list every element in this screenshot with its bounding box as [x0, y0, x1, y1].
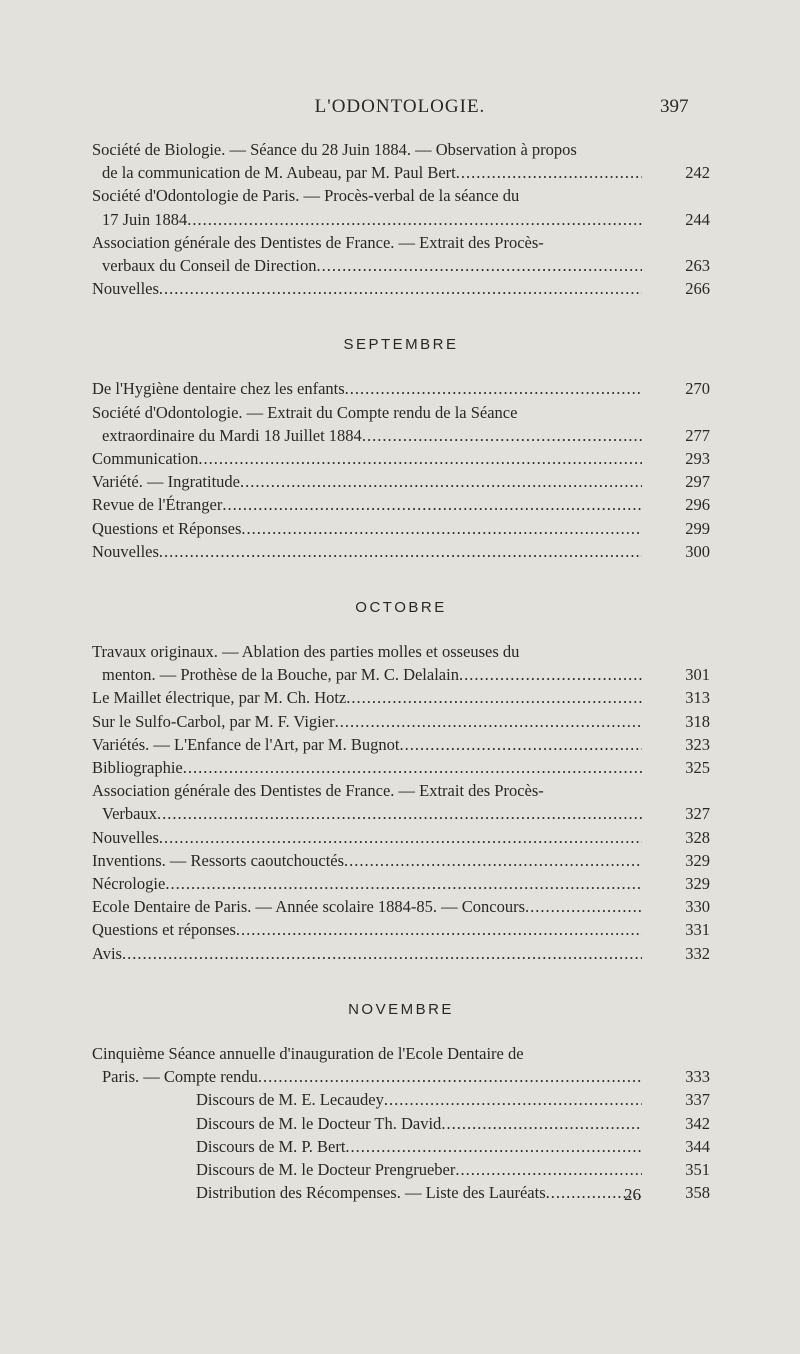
- dot-leader: [525, 895, 642, 918]
- toc-entry: [92, 138, 710, 184]
- entry-leader-line: [92, 493, 710, 516]
- entry-leader-line: [92, 1181, 710, 1204]
- entry-page-number: 333: [685, 1067, 710, 1087]
- dot-leader: [345, 377, 642, 400]
- entry-page-number: 296: [685, 495, 710, 515]
- toc-entry: [92, 733, 710, 756]
- entry-page-number: 330: [685, 897, 710, 917]
- entry-title-line: Questions et réponses: [92, 920, 236, 940]
- entry-title-line: Discours de M. le Docteur Th. David: [196, 1113, 442, 1133]
- entry-title-line: Discours de M. le Docteur Prengrueber: [196, 1159, 456, 1179]
- entry-page-number: 329: [685, 850, 710, 870]
- section-heading: OCTOBRE: [355, 599, 447, 617]
- entry-title-line: Communication: [92, 449, 199, 469]
- toc-entry: [92, 447, 710, 470]
- entry-page-number: 327: [685, 804, 710, 824]
- entry-title-line: de la communication de M. Aubeau, par M. Paul Bert: [102, 163, 456, 183]
- entry-leader-line: [92, 1088, 710, 1111]
- toc-entry: [92, 493, 710, 516]
- entry-page-number: 263: [685, 256, 710, 276]
- entry-leader-line: [92, 424, 710, 447]
- toc-entry: [92, 1042, 710, 1088]
- toc-entry: [92, 517, 710, 540]
- entry-title-line: menton. — Prothèse de la Bouche, par M. C. Delalain: [102, 665, 459, 685]
- entry-page-number: 328: [685, 827, 710, 847]
- entry-page-number: 299: [685, 518, 710, 538]
- entry-title-line: Le Maillet électrique, par M. Ch. Hotz: [92, 688, 347, 708]
- entry-leader-line: [92, 470, 710, 493]
- entry-title-line: Sur le Sulfo-Carbol, par M. F. Vigier: [92, 711, 335, 731]
- dot-leader: [384, 1088, 642, 1111]
- toc-entry: [92, 1158, 710, 1181]
- entry-leader-line: [92, 802, 710, 825]
- toc-entry: [92, 895, 710, 918]
- section-heading: NOVEMBRE: [348, 1000, 454, 1018]
- entry-page-number: 358: [685, 1183, 710, 1203]
- entry-page-number: 329: [685, 874, 710, 894]
- entry-title-line: De l'Hygiène dentaire chez les enfants: [92, 379, 345, 399]
- dot-leader: [258, 1065, 642, 1088]
- entry-title-line: Variété. — Ingratitude: [92, 472, 240, 492]
- toc-entry: [92, 377, 710, 400]
- entry-title-line: 17 Juin 1884: [102, 209, 188, 229]
- entry-leader-line: [92, 1112, 710, 1135]
- dot-leader: [159, 277, 642, 300]
- entry-page-number: 332: [685, 943, 710, 963]
- dot-leader: [241, 517, 642, 540]
- entry-leader-line: [92, 1065, 710, 1088]
- toc-entry: [92, 779, 710, 825]
- entry-page-number: 293: [685, 449, 710, 469]
- dot-leader: [122, 942, 642, 965]
- toc-entry: [92, 686, 710, 709]
- entry-page-number: 270: [685, 379, 710, 399]
- dot-leader: [183, 756, 642, 779]
- toc-entry: [92, 710, 710, 733]
- dot-leader: [456, 161, 642, 184]
- entry-title-line: Société d'Odontologie de Paris. — Procès-verbal de la séance du: [92, 186, 520, 206]
- signature-mark: 26: [624, 1185, 641, 1204]
- dot-leader: [459, 663, 642, 686]
- entry-leader-line: [92, 663, 710, 686]
- entry-leader-line: [92, 918, 710, 941]
- entry-leader-line: [92, 208, 710, 231]
- toc-entry: [92, 1181, 710, 1204]
- entry-page-number: 331: [685, 920, 710, 940]
- entry-page-number: 323: [685, 734, 710, 754]
- dot-leader: [455, 1158, 642, 1181]
- entry-leader-line: [92, 710, 710, 733]
- toc-entry: [92, 277, 710, 300]
- entry-page-number: 318: [685, 711, 710, 731]
- entry-title-line: Association générale des Dentistes de France. — Extrait des Procès-: [92, 232, 544, 252]
- toc-entry: [92, 872, 710, 895]
- toc-entry: [92, 849, 710, 872]
- dot-leader: [159, 540, 642, 563]
- dot-leader: [335, 710, 642, 733]
- toc-entry: [92, 1112, 710, 1135]
- toc-entry: [92, 184, 710, 230]
- dot-leader: [187, 208, 642, 231]
- entry-title-line: Bibliographie: [92, 758, 183, 778]
- entry-page-number: 244: [685, 209, 710, 229]
- entry-title-line: extraordinaire du Mardi 18 Juillet 1884: [102, 425, 362, 445]
- entry-leader-line: [92, 447, 710, 470]
- dot-leader: [344, 849, 642, 872]
- page-number: 397: [660, 96, 689, 117]
- entry-page-number: 342: [685, 1113, 710, 1133]
- toc-entry: [92, 470, 710, 493]
- toc-entry: [92, 918, 710, 941]
- entry-title-line: Paris. — Compte rendu: [102, 1067, 258, 1087]
- entry-leader-line: [92, 1158, 710, 1181]
- entry-leader-line: [92, 540, 710, 563]
- entry-title-line: Variétés. — L'Enfance de l'Art, par M. Bugnot: [92, 734, 400, 754]
- entry-leader-line: [92, 733, 710, 756]
- entry-title-line: Inventions. — Ressorts caoutchouctés: [92, 850, 345, 870]
- dot-leader: [346, 686, 642, 709]
- entry-title-line: Cinquième Séance annuelle d'inauguration de l'Ecole Dentaire de: [92, 1043, 524, 1063]
- entry-title-line: verbaux du Conseil de Direction: [102, 256, 317, 276]
- entry-leader-line: [92, 756, 710, 779]
- dot-leader: [198, 447, 642, 470]
- entry-page-number: 277: [685, 425, 710, 445]
- toc-entry: [92, 756, 710, 779]
- dot-leader: [441, 1112, 642, 1135]
- section-heading: SEPTEMBRE: [343, 336, 459, 354]
- entry-title-line: Nouvelles: [92, 827, 159, 847]
- toc-entry: [92, 826, 710, 849]
- running-title: L'ODONTOLOGIE.: [314, 96, 486, 117]
- entry-title-line: Ecole Dentaire de Paris. — Année scolaire 1884-85. — Concours: [92, 897, 526, 917]
- entry-page-number: 344: [685, 1136, 710, 1156]
- entry-leader-line: [92, 1135, 710, 1158]
- entry-leader-line: [92, 517, 710, 540]
- entry-page-number: 325: [685, 758, 710, 778]
- toc-entry: [92, 540, 710, 563]
- entry-title-line: Nouvelles: [92, 279, 159, 299]
- dot-leader: [157, 802, 642, 825]
- dot-leader: [240, 470, 642, 493]
- entry-page-number: 301: [685, 665, 710, 685]
- entry-title-line: Travaux originaux. — Ablation des parties molles et osseuses du: [92, 642, 520, 662]
- toc-entry: [92, 401, 710, 447]
- toc-entry: [92, 640, 710, 686]
- entry-title-line: Nécrologie: [92, 874, 166, 894]
- dot-leader: [165, 872, 642, 895]
- entry-page-number: 313: [685, 688, 710, 708]
- entry-title-line: Nouvelles: [92, 541, 159, 561]
- entry-title-line: Verbaux: [102, 804, 157, 824]
- entry-title-line: Revue de l'Étranger: [92, 495, 223, 515]
- dot-leader: [399, 733, 642, 756]
- toc-entry: [92, 231, 710, 277]
- entry-page-number: 337: [685, 1090, 710, 1110]
- entry-leader-line: [92, 686, 710, 709]
- dot-leader: [345, 1135, 642, 1158]
- entry-page-number: 351: [685, 1159, 710, 1179]
- dot-leader: [362, 424, 642, 447]
- entry-leader-line: [92, 942, 710, 965]
- entry-leader-line: [92, 277, 710, 300]
- toc-entry: [92, 1088, 710, 1111]
- dot-leader: [316, 254, 642, 277]
- entry-title-line: Société de Biologie. — Séance du 28 Juin 1884. — Observation à propos: [92, 140, 577, 159]
- entry-title-line: Questions et Réponses: [92, 518, 242, 538]
- dot-leader: [236, 918, 642, 941]
- entry-page-number: 297: [685, 472, 710, 492]
- entry-leader-line: [92, 895, 710, 918]
- entry-title-line: Discours de M. E. Lecaudey: [196, 1090, 384, 1110]
- entry-leader-line: [92, 254, 710, 277]
- entry-title-line: Société d'Odontologie. — Extrait du Compte rendu de la Séance: [92, 402, 518, 422]
- entry-leader-line: [92, 377, 710, 400]
- dot-leader: [222, 493, 642, 516]
- entry-leader-line: [92, 872, 710, 895]
- entry-page-number: 300: [685, 541, 710, 561]
- entry-title-line: Association générale des Dentistes de France. — Extrait des Procès-: [92, 781, 544, 801]
- toc-entry: [92, 1135, 710, 1158]
- entry-title-line: Distribution des Récompenses. — Liste des Lauréats: [196, 1183, 546, 1203]
- entry-title-line: Discours de M. P. Bert: [196, 1136, 346, 1156]
- dot-leader: [159, 826, 642, 849]
- table-of-contents: [92, 138, 710, 1204]
- entry-title-line: Avis: [92, 943, 122, 963]
- entry-leader-line: [92, 161, 710, 184]
- entry-leader-line: [92, 849, 710, 872]
- entry-leader-line: [92, 826, 710, 849]
- entry-page-number: 266: [685, 279, 710, 299]
- entry-page-number: 242: [685, 163, 710, 183]
- toc-entry: [92, 942, 710, 965]
